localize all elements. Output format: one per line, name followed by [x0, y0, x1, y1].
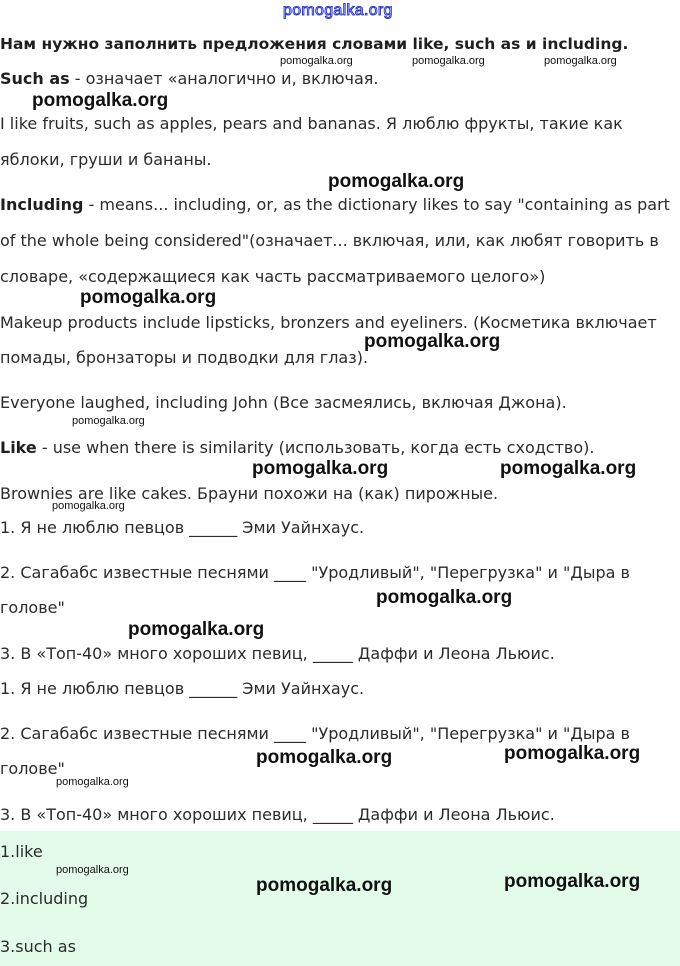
watermark: pomogalka.org — [328, 171, 465, 192]
exercise1-sentence3: 3. В «Топ-40» много хороших певиц, _____ Даффи и Леона Льюис. — [0, 644, 555, 663]
including-example2: Everyone laughed, including John (Все засмеялись, включая Джона). — [0, 393, 567, 412]
like-example: Brownies are like cakes. Брауни похожи на (как) пирожные. — [0, 484, 499, 503]
watermark: pomogalka.org — [256, 875, 393, 896]
including-example1-line2: помады, бронзаторы и подводки для глаз). — [0, 348, 369, 367]
watermark: pomogalka.org — [32, 90, 169, 111]
watermark: pomogalka.org — [504, 871, 641, 892]
including-definition-text: - means... including, or, as the dictionary likes to say "containing as part — [83, 195, 670, 214]
answer-1: 1.like — [0, 842, 43, 861]
exercise1-sentence1: 1. Я не люблю певцов ______ Эми Уайнхаус. — [0, 518, 365, 537]
exercise2-sentence2-line2: голове" — [0, 759, 65, 778]
watermark: pomogalka.org — [80, 287, 217, 308]
answer-3: 3.such as — [0, 937, 76, 956]
such-as-definition-text: - означает «аналогично и, включая. — [69, 69, 379, 88]
including-definition-line2: of the whole being considered"(означает... включая, или, как любят говорить в — [0, 231, 659, 250]
watermark: pomogalka.org — [56, 776, 129, 788]
including-definition-line1 — [0, 195, 670, 215]
answer-2: 2.including — [0, 889, 89, 908]
exercise2-sentence3: 3. В «Топ-40» много хороших певиц, _____ Даффи и Леона Льюис. — [0, 805, 555, 824]
such-as-term: Such as — [0, 69, 70, 88]
answer-box — [0, 831, 680, 966]
watermark: pomogalka.org — [128, 619, 265, 640]
such-as-definition — [0, 69, 379, 89]
watermark: pomogalka.org — [56, 864, 129, 876]
watermark: pomogalka.org — [252, 458, 389, 479]
exercise2-sentence2-line1: 2. Сагабабс известные песнями ____ "Уродливый", "Перегрузка" и "Дыра в — [0, 724, 630, 743]
including-definition-line3: словаре, «содержащиеся как часть рассматриваемого целого») — [0, 267, 546, 286]
watermark: pomogalka.org — [256, 747, 393, 768]
watermark: pomogalka.org — [364, 331, 501, 352]
watermark: pomogalka.org — [52, 500, 125, 512]
watermark: pomogalka.org — [376, 587, 513, 608]
such-as-example-line2: яблоки, груши и бананы. — [0, 150, 212, 169]
watermark: pomogalka.org — [544, 55, 617, 67]
like-definition-text: - use when there is similarity (использовать, когда есть сходство). — [36, 438, 595, 457]
like-term: Like — [0, 438, 37, 457]
exercise2-sentence1: 1. Я не люблю певцов ______ Эми Уайнхаус. — [0, 679, 365, 698]
watermark: pomogalka.org — [504, 743, 641, 764]
such-as-example-line1: I like fruits, such as apples, pears and bananas. Я люблю фрукты, такие как — [0, 114, 623, 133]
including-example1-line1: Makeup products include lipsticks, bronzers and eyeliners. (Косметика включает — [0, 313, 657, 332]
like-definition — [0, 438, 594, 458]
site-watermark[interactable]: pomogalka.org — [283, 2, 393, 19]
exercise1-sentence2-line1: 2. Сагабабс известные песнями ____ "Уродливый", "Перегрузка" и "Дыра в — [0, 563, 630, 582]
task-title: Нам нужно заполнить предложения словами like, such as и including. — [0, 35, 629, 53]
exercise1-sentence2-line2: голове" — [0, 598, 65, 617]
watermark: pomogalka.org — [280, 55, 353, 67]
watermark: pomogalka.org — [412, 55, 485, 67]
watermark: pomogalka.org — [72, 415, 145, 427]
including-term: Including — [0, 195, 84, 214]
watermark: pomogalka.org — [500, 458, 637, 479]
